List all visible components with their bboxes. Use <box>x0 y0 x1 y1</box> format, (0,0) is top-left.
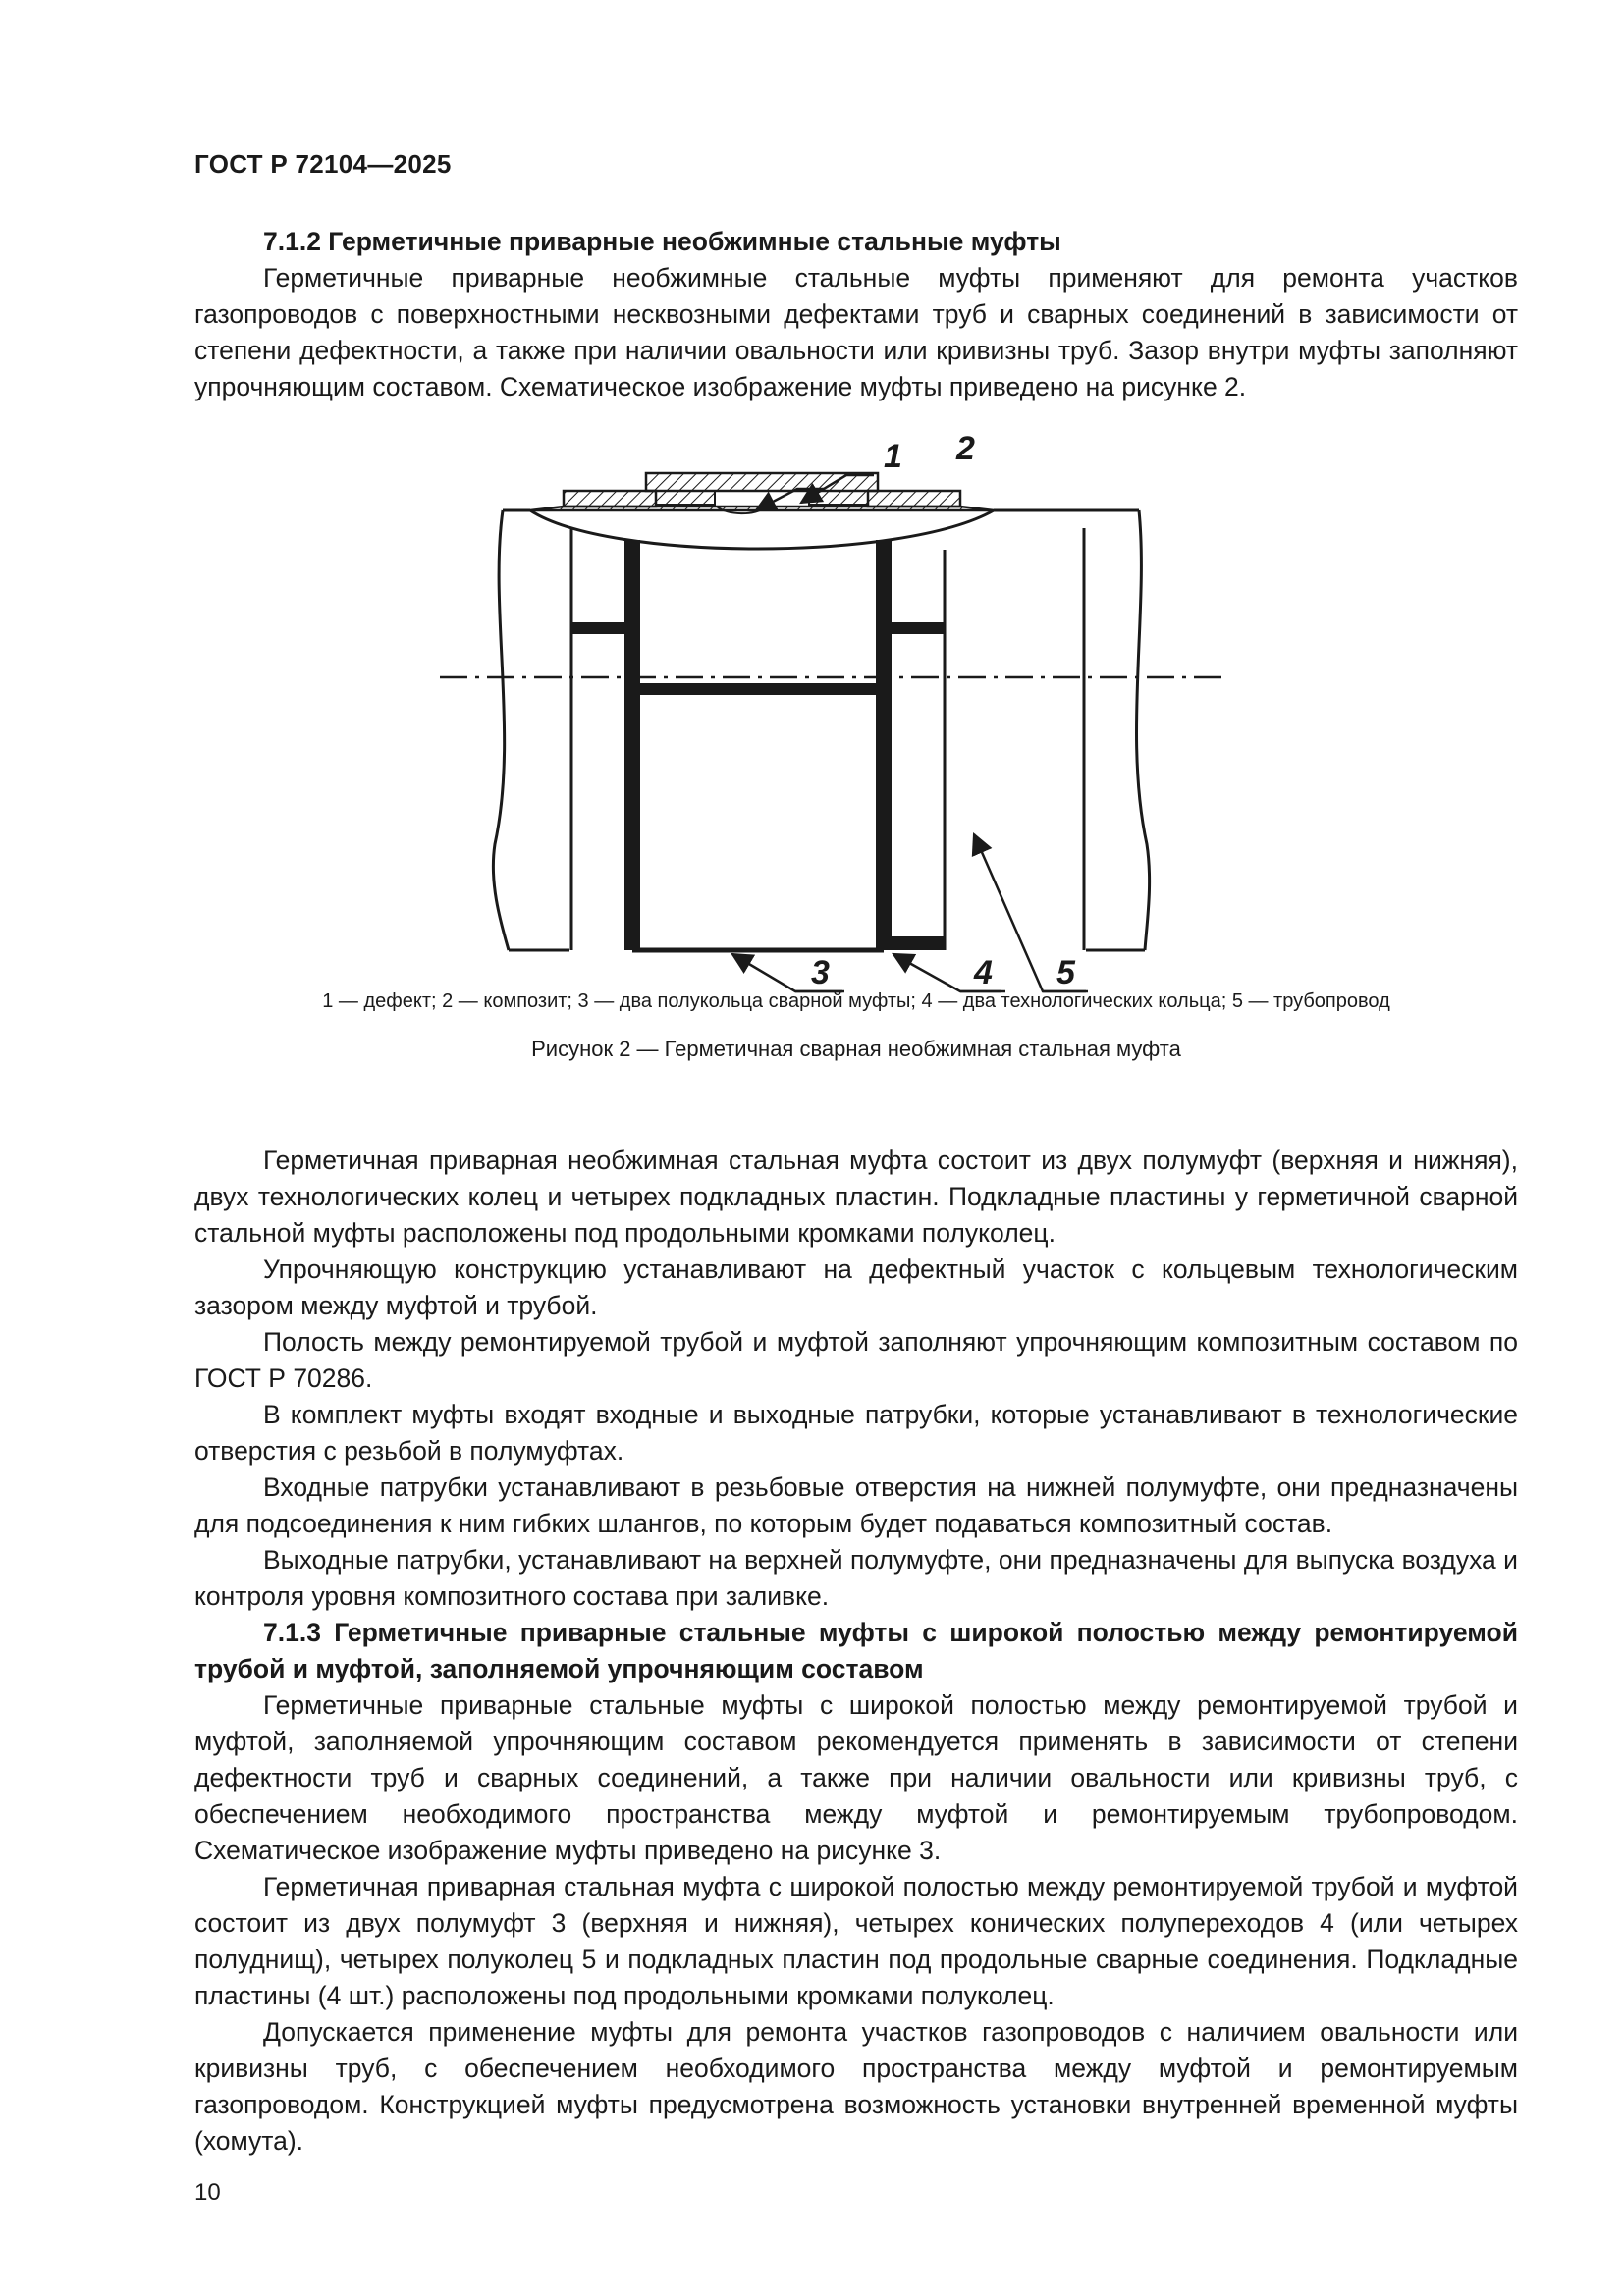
paragraph: Упрочняющую конструкцию устанавливают на дефектный участок с кольцевым технологическим зазором между муфтой и трубой. <box>194 1255 1518 1320</box>
figure-legend: 1 — дефект; 2 — композит; 3 — два полукольца сварной муфты; 4 — два технологических кольца; 5 — трубопровод <box>322 990 1390 1012</box>
sleeve-body <box>571 528 1084 950</box>
paragraph: Герметичные приварные стальные муфты с широкой полостью между ремонтируемой трубой и муфтой, заполняемой упрочняющим составом рекомендуется применять в зависимости от степени дефектности труб и сварных соединений, а также при наличии овальности или кривизны труб, с обеспечением необходимого пространства между муфтой и ремонтируемым трубопроводом. Схематическое изображение муфты приведено на рисунке 3. <box>194 1690 1518 1865</box>
document-header: ГОСТ Р 72104—2025 <box>194 149 452 179</box>
section-heading: 7.1.2 Герметичные приварные необжимные стальные муфты <box>263 227 1061 256</box>
paragraph: Полость между ремонтируемой трубой и муфтой заполняют упрочняющим композитным составом по ГОСТ Р 70286. <box>194 1327 1518 1393</box>
callout-label: 2 <box>956 430 975 467</box>
body-text <box>194 1143 1518 2160</box>
section-heading: 7.1.3 Герметичные приварные стальные муфты с широкой полостью между ремонтируемой трубой и муфтой, заполняемой упрочняющим составом <box>194 1618 1518 1683</box>
paragraph: Герметичная приварная стальная муфта с широкой полостью между ремонтируемой трубой и муфтой состоит из двух полумуфт 3 (верхняя и нижняя), четырех конических полупереходов 4 (или четырех полуднищ), четырех полуколец 5 и подкладных пластин под продольные сварные соединения. Подкладные пластины (4 шт.) расположены под продольными кромками полуколец. <box>194 1872 1518 2010</box>
callout-label: 1 <box>884 438 902 475</box>
paragraph: В комплект муфты входят входные и выходные патрубки, которые устанавливают в технологические отверстия с резьбой в полумуфтах. <box>194 1400 1518 1466</box>
callout-label: 3 <box>811 954 830 991</box>
paragraph: Герметичная приварная необжимная стальная муфта состоит из двух полумуфт (верхняя и нижняя), двух технологических колец и четырех подкладных пластин. Подкладные пластины у герметичной сварной стальной муфты расположены под продольными кромками полуколец. <box>194 1146 1518 1248</box>
section-7-1-2 <box>194 224 1518 405</box>
callout-label: 4 <box>974 954 993 991</box>
figure-callouts <box>732 475 1088 991</box>
paragraph: Выходные патрубки, устанавливают на верхней полумуфте, они предназначены для выпуска воздуха и контроля уровня композитного состава при заливке. <box>194 1545 1518 1611</box>
pipeline-outline <box>493 510 1149 950</box>
paragraph: Входные патрубки устанавливают в резьбовые отверстия на нижней полумуфте, они предназначены для подсоединения к ним гибких шлангов, по которым будет подаваться композитный состав. <box>194 1472 1518 1538</box>
page-number: 10 <box>194 2179 221 2206</box>
paragraph: Допускается применение муфты для ремонта участков газопроводов с наличием овальности или кривизны труб, с обеспечением необходимого пространства между муфтой и ремонтируемым газопроводом. Конструкцией муфты предусмотрена возможность установки внутренней временной муфты (хомута). <box>194 2017 1518 2156</box>
figure-caption: Рисунок 2 — Герметичная сварная необжимная стальная муфта <box>531 1037 1181 1061</box>
sleeve-top-plates <box>503 473 1139 549</box>
callout-label: 5 <box>1056 954 1075 991</box>
paragraph: Герметичные приварные необжимные стальные муфты применяют для ремонта участков газопроводов с поверхностными несквозными дефектами труб и сварных соединений в зависимости от степени дефектности, а также при наличии овальности или кривизны труб. Зазор внутри муфты заполняют упрочняющим составом. Схематическое изображение муфты приведено на рисунке 2. <box>194 263 1518 401</box>
figure-2-diagram <box>432 412 1237 991</box>
